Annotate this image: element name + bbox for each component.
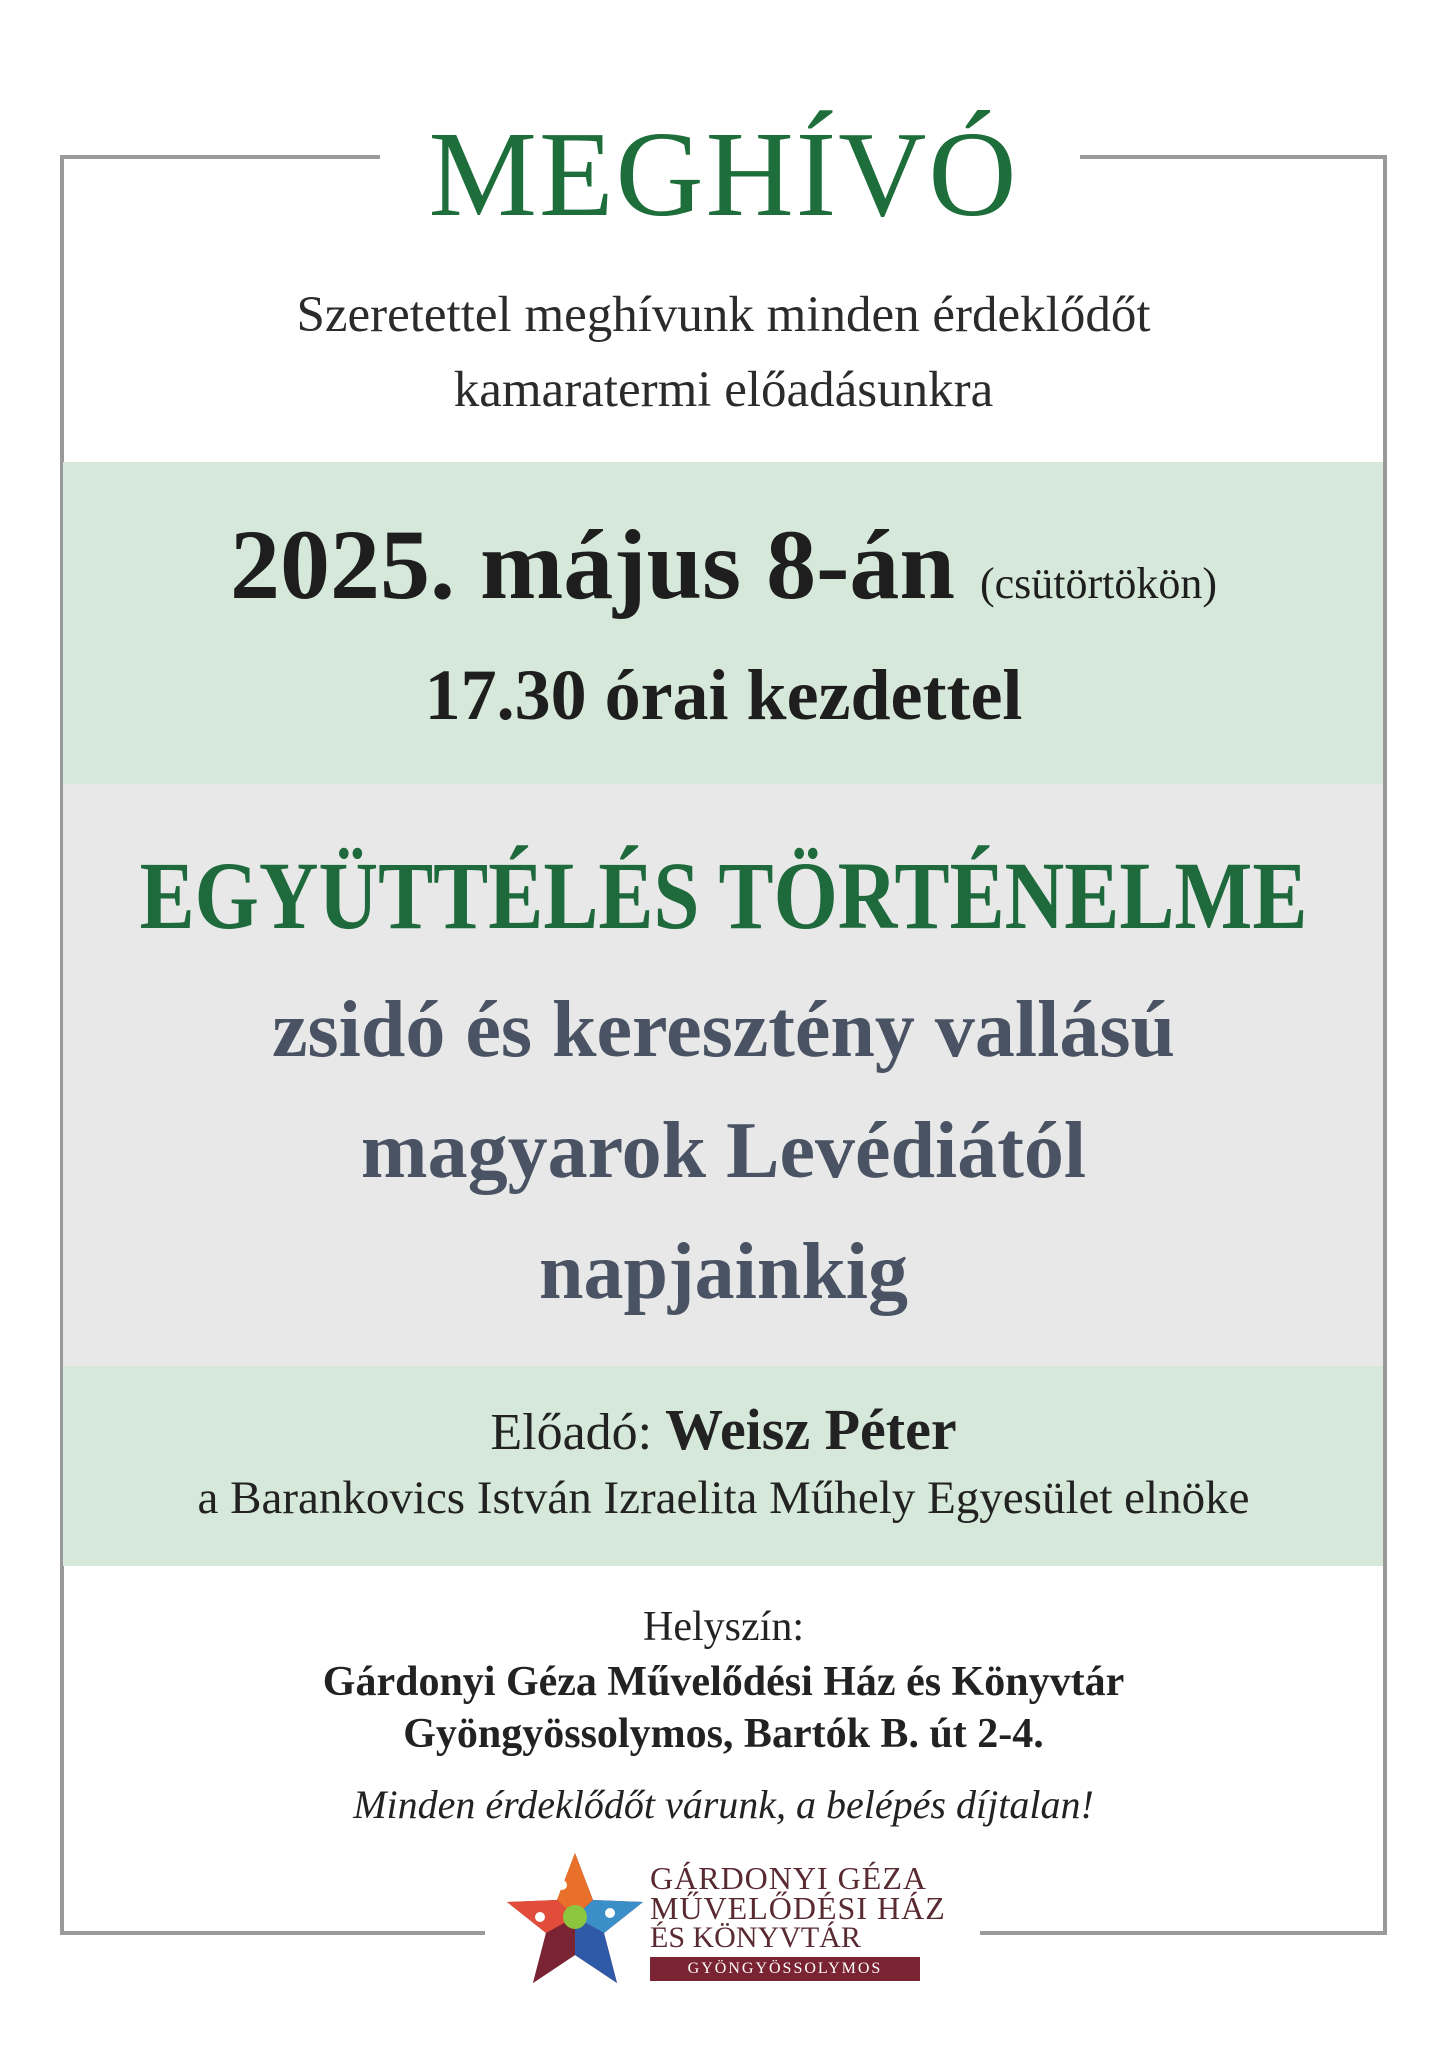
event-date-main: 2025. május 8-án [229,509,955,620]
venue-address: Gyöngyössolymos, Bartók B. út 2-4. [403,1711,1044,1757]
speaker-name: Weisz Péter [665,1397,957,1462]
closing-note: Minden érdeklődőt várunk, a belépés díjtalan! [353,1782,1094,1827]
logo-line-2: MŰVELŐDÉSI HÁZ [650,1890,946,1926]
organizer-logo [500,1845,946,1995]
topic-title: EGYÜTTÉLÉS TÖRTÉNELME [139,842,1308,949]
frame-bottom-left [60,1931,485,1935]
venue-name: Gárdonyi Géza Művelődési Ház és Könyvtár [322,1659,1125,1705]
speaker-line [0,1395,1447,1468]
topic-subtitle-line-1: zsidó és keresztény vallású [272,986,1175,1074]
logo-town-band: GYÖNGYÖSSOLYMOS [650,1957,920,1981]
intro-line-2: kamaratermi előadásunkra [453,362,994,418]
speaker-role: a Barankovics István Izraelita Műhely Egyesület elnöke [197,1472,1250,1524]
logo-line-3: ÉS KÖNYVTÁR [650,1921,861,1954]
logo-wordmark [650,1860,946,1954]
topic-subtitle-line-2: magyarok Levédiától [360,1107,1087,1195]
venue-label: Helyszín: [643,1604,804,1650]
intro-line-1: Szeretettel meghívunk minden érdeklődőt [296,287,1151,343]
frame-bottom-right [980,1931,1387,1935]
page-title: MEGHÍVÓ [428,107,1019,242]
topic-subtitle-line-3: napjainkig [538,1228,909,1316]
star-logo-icon [500,1845,650,1995]
logo-line-1: GÁRDONYI GÉZA [650,1860,927,1896]
speaker-label: Előadó: [490,1404,653,1461]
event-date [0,505,1447,644]
event-time: 17.30 órai kezdettel [424,655,1023,735]
event-weekday: (csütörtökön) [980,559,1218,608]
